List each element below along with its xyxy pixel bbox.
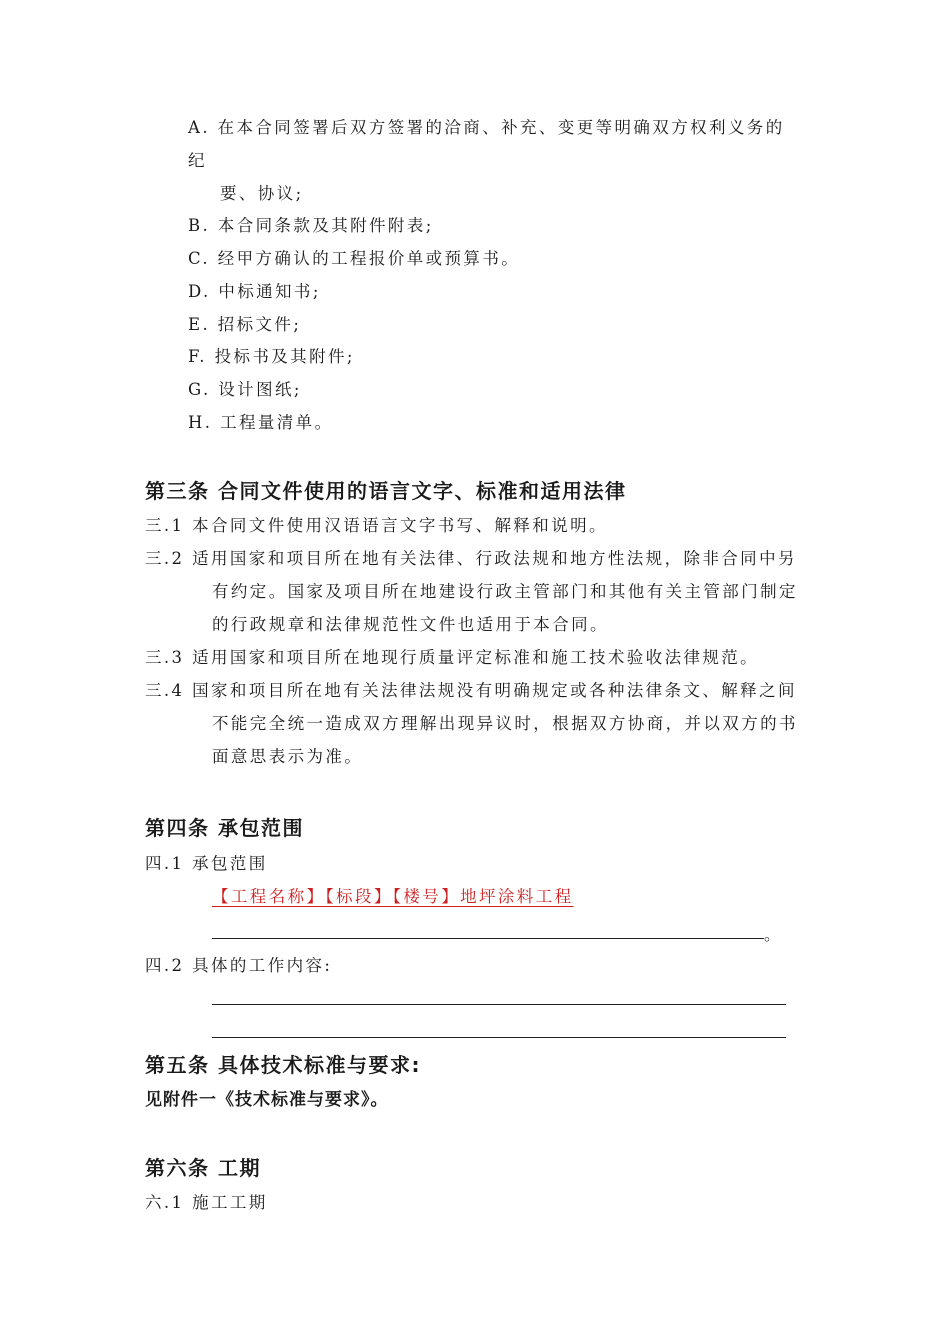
list-item-c: C. 经甲方确认的工程报价单或预算书。 bbox=[188, 249, 521, 268]
work-content-blank-line-2 bbox=[212, 1037, 786, 1038]
article3-clause4-line1: 三.4 国家和项目所在地有关法律法规没有明确规定或各种法律条文、解释之间 bbox=[145, 681, 797, 700]
work-content-blank-line-1 bbox=[212, 1004, 786, 1005]
article3-clause2-line2: 有约定。国家及项目所在地建设行政主管部门和其他有关主管部门制定 bbox=[212, 582, 798, 601]
list-item-e: E. 招标文件; bbox=[188, 315, 302, 334]
article3-heading: 第三条 合同文件使用的语言文字、标准和适用法律 bbox=[145, 479, 627, 503]
article3-clause3: 三.3 适用国家和项目所在地现行质量评定标准和施工技术验收法律规范。 bbox=[145, 648, 760, 667]
list-item-d: D. 中标通知书; bbox=[188, 282, 321, 301]
list-item-b: B. 本合同条款及其附件附表; bbox=[188, 216, 434, 235]
list-item-h: H. 工程量清单。 bbox=[188, 413, 334, 432]
article3-clause2-line1: 三.2 适用国家和项目所在地有关法律、行政法规和地方性法规，除非合同中另 bbox=[145, 549, 797, 568]
article3-clause2-line3: 的行政规章和法律规范性文件也适用于本合同。 bbox=[212, 615, 609, 634]
article3-clause4-line2: 不能完全统一造成双方理解出现异议时，根据双方协商，并以双方的书 bbox=[212, 714, 798, 733]
scope-blank-line bbox=[212, 938, 764, 939]
list-item-g: G. 设计图纸; bbox=[188, 380, 302, 399]
article4-heading: 第四条 承包范围 bbox=[145, 816, 304, 840]
article4-clause1: 四.1 承包范围 bbox=[145, 854, 268, 873]
list-item-a-line2: 纪 bbox=[188, 151, 207, 170]
scope-period: 。 bbox=[764, 925, 781, 944]
article6-heading: 第六条 工期 bbox=[145, 1156, 261, 1180]
list-item-a-line1: A. 在本合同签署后双方签署的洽商、补充、变更等明确双方权利义务的 bbox=[188, 118, 785, 137]
article4-clause2: 四.2 具体的工作内容: bbox=[145, 956, 333, 975]
article3-clause4-line3: 面意思表示为准。 bbox=[212, 747, 364, 766]
article5-heading: 第五条 具体技术标准与要求: bbox=[145, 1053, 421, 1077]
article5-note: 见附件一《技术标准与要求》。 bbox=[145, 1090, 389, 1110]
list-item-f: F. 投标书及其附件; bbox=[188, 347, 355, 366]
list-item-a-line3: 要、协议; bbox=[220, 184, 304, 203]
scope-placeholder-text: 【工程名称】【标段】【楼号】地坪涂料工程 bbox=[212, 887, 574, 906]
article6-clause1: 六.1 施工工期 bbox=[145, 1193, 268, 1212]
article3-clause1: 三.1 本合同文件使用汉语语言文字书写、解释和说明。 bbox=[145, 516, 608, 535]
